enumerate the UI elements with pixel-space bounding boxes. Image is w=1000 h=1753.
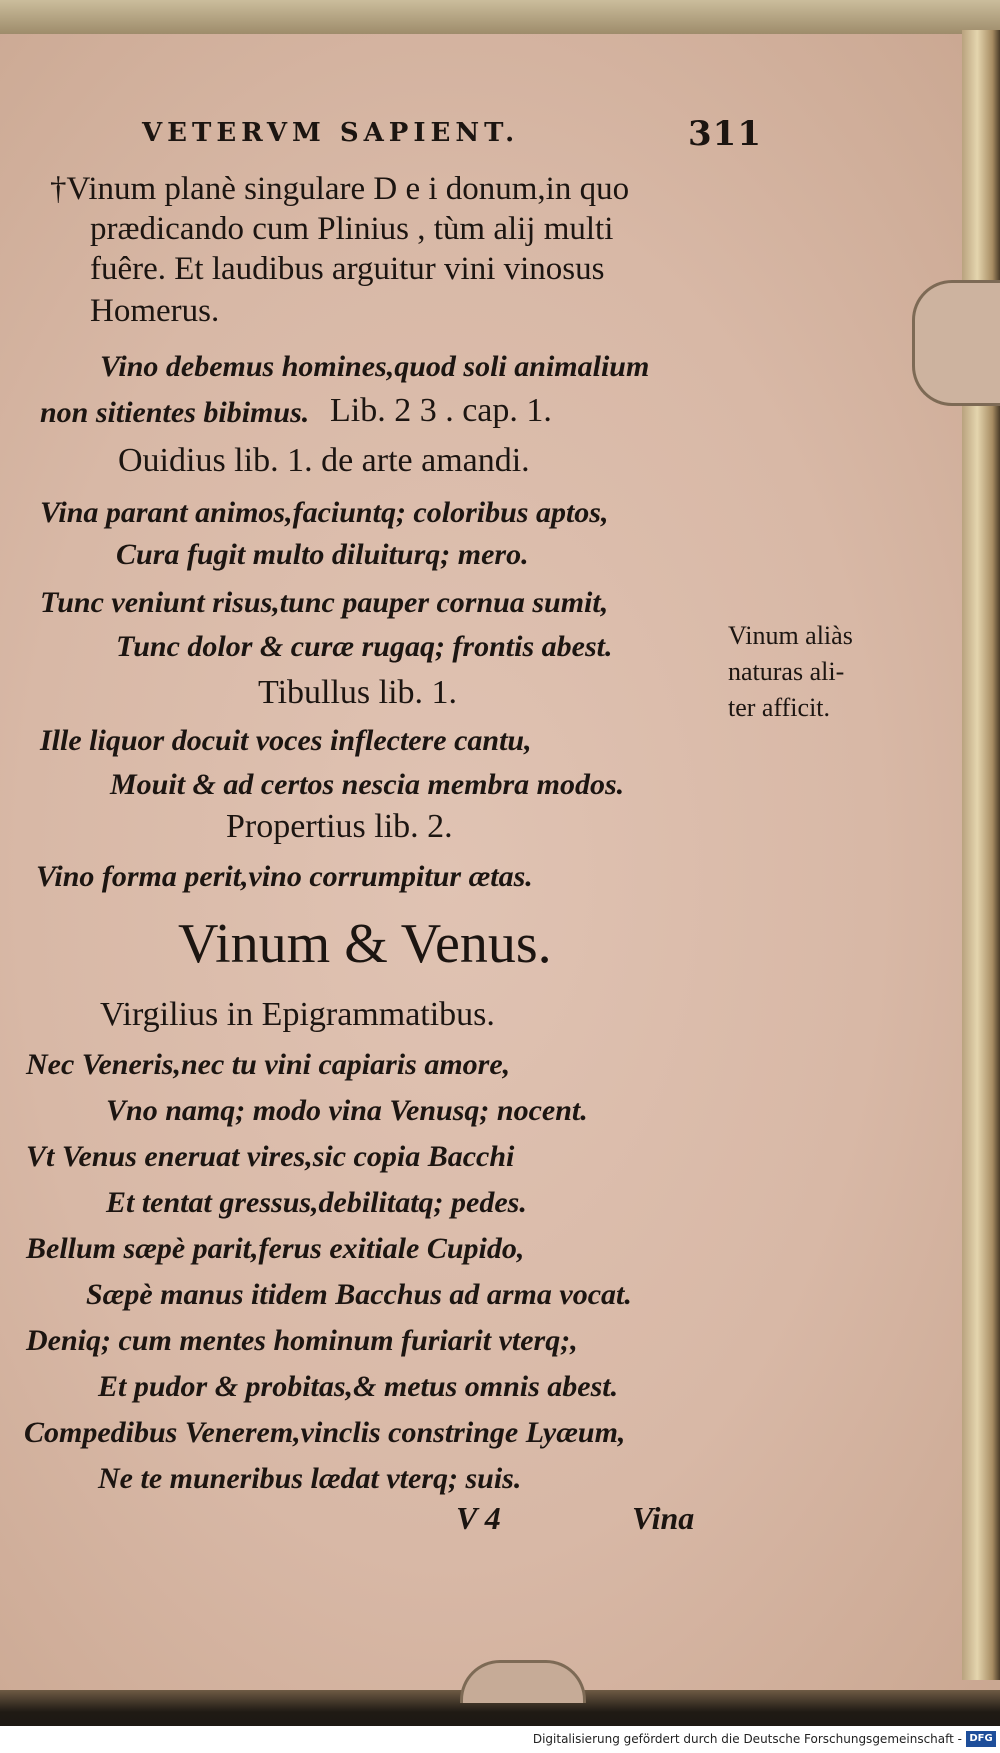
signature-mark: V 4 xyxy=(456,1500,501,1536)
page-fore-edge xyxy=(962,30,1000,1680)
virgil-title: Virgilius in Epigrammatibus. xyxy=(100,996,495,1033)
intro-line: prædicando cum Plinius , tùm alij multi xyxy=(90,211,614,247)
virgil-line: Vt Venus eneruat vires,sic copia Bacchi xyxy=(26,1140,515,1173)
running-title: VETERVM SAPIENT. xyxy=(142,118,520,148)
dfg-logo: DFG xyxy=(966,1731,996,1747)
ovid-line: Vina parant animos,faciuntq; coloribus aptos, xyxy=(40,496,609,529)
running-head xyxy=(142,114,762,154)
page-top-edge xyxy=(0,0,1000,34)
virgil-line: Deniq; cum mentes hominum furiarit vterq;, xyxy=(26,1324,578,1357)
ovid-title: Ouidius lib. 1. de arte amandi. xyxy=(118,442,530,479)
intro-line: †Vinum planè singulare D e i donum,in quo xyxy=(50,171,630,207)
intro-line: fuêre. Et laudibus arguitur vini vinosus xyxy=(90,251,605,287)
virgil-line: Et pudor & probitas,& metus omnis abest. xyxy=(98,1370,619,1403)
pliny-reference: Lib. 2 3 . cap. 1. xyxy=(330,392,552,429)
margin-note-line: ter afficit. xyxy=(728,693,831,722)
margin-note-line: Vinum aliàs xyxy=(728,621,853,650)
ovid-line: Tunc veniunt risus,tunc pauper cornua sumit, xyxy=(40,586,609,619)
virgil-line: Ne te muneribus lædat vterq; suis. xyxy=(98,1462,522,1495)
intro-line: Homerus. xyxy=(90,293,220,329)
margin-note-line: naturas ali- xyxy=(728,657,845,686)
footer-bar xyxy=(0,1726,1000,1753)
virgil-line: Nec Veneris,nec tu vini capiaris amore, xyxy=(26,1048,511,1081)
clasp-tab-right xyxy=(912,280,1000,406)
virgil-line: Vno namq; modo vina Venusq; nocent. xyxy=(106,1094,588,1127)
catchword: Vina xyxy=(632,1500,695,1536)
pliny-quote-line: non sitientes bibimus. xyxy=(40,396,310,429)
clasp-tab-bottom xyxy=(460,1660,586,1703)
propertius-title: Propertius lib. 2. xyxy=(226,808,453,845)
page-number: 311 xyxy=(688,114,762,154)
tibullus-line: Ille liquor docuit voces inflectere cantu, xyxy=(40,724,532,757)
ovid-line: Cura fugit multo diluiturq; mero. xyxy=(116,538,529,571)
pliny-quote-line: Vino debemus homines,quod soli animalium xyxy=(100,350,650,383)
tibullus-title: Tibullus lib. 1. xyxy=(258,674,458,711)
virgil-line: Bellum sæpè parit,ferus exitiale Cupido, xyxy=(26,1232,525,1265)
virgil-line: Sæpè manus itidem Bacchus ad arma vocat. xyxy=(86,1278,632,1311)
section-title: Vinum & Venus. xyxy=(178,913,552,975)
footer-credit: Digitalisierung gefördert durch die Deutsche Forschungsgemeinschaft - xyxy=(532,1732,962,1746)
margin-note xyxy=(728,618,853,726)
propertius-line: Vino forma perit,vino corrumpitur ætas. xyxy=(36,860,533,893)
tibullus-line: Mouit & ad certos nescia membra modos. xyxy=(110,768,625,801)
virgil-line: Et tentat gressus,debilitatq; pedes. xyxy=(106,1186,527,1219)
ovid-line: Tunc dolor & curæ rugaq; frontis abest. xyxy=(116,630,613,663)
virgil-line: Compedibus Venerem,vinclis constringe Lyæum, xyxy=(24,1416,626,1449)
